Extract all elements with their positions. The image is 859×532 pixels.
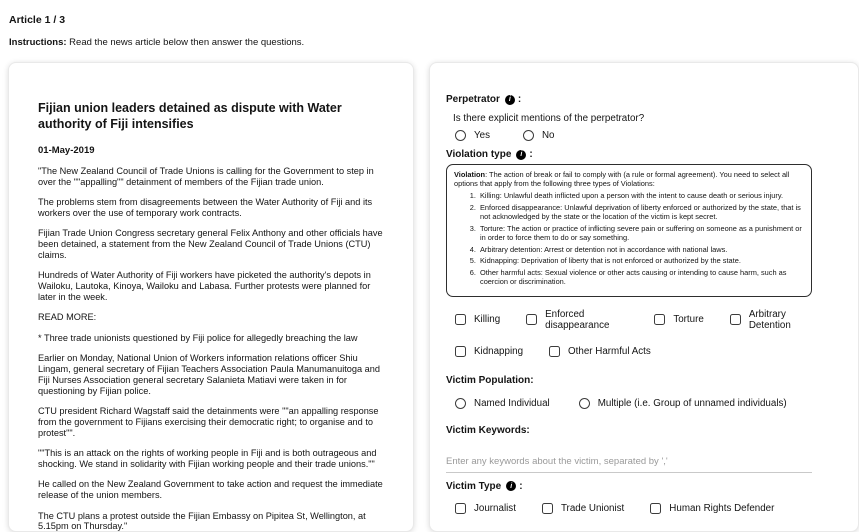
victim-type-heading	[446, 481, 812, 492]
heading-colon: :	[529, 149, 533, 160]
annotation-form-card	[429, 62, 859, 532]
checkbox-option-killing[interactable]	[455, 314, 500, 325]
article-body	[38, 166, 388, 532]
instructions-label: Instructions:	[9, 37, 67, 48]
violation-definition-item: 2. Enforced disappearance: Unlawful deprivation of liberty enforced or authorized by the state, that is not acknowledged by the state or the location of the victim is kept secret.	[478, 203, 802, 221]
violation-definition-item: 5. Kidnapping: Deprivation of liberty that is not enforced or authorized by the state.	[478, 256, 802, 265]
article-paragraph: The CTU plans a protest outside the Fijian Embassy on Pipitea St, Wellington, at 5.15pm on Thursday."	[38, 510, 366, 532]
option-label: Kidnapping	[474, 345, 524, 357]
option-label: Enforced disappearance	[545, 308, 610, 331]
victim-type-options	[455, 503, 812, 514]
option-label: Named Individual	[474, 397, 550, 409]
checkbox-option-other-harmful-acts[interactable]	[549, 346, 651, 357]
victim-population-options	[455, 398, 812, 409]
instructions	[9, 37, 830, 48]
radio-option-named-individual[interactable]	[455, 398, 550, 409]
article-date: 01-May-2019	[38, 145, 95, 157]
option-label: Trade Unionist	[560, 502, 625, 514]
checkbox-icon[interactable]	[549, 346, 560, 357]
article-paragraph: "The New Zealand Council of Trade Unions is calling for the Government to step in over the ""appalling"" detainment of members of the Fijian trade union.	[38, 165, 374, 187]
info-icon[interactable]: i	[505, 95, 515, 105]
violation-options-row-1	[455, 309, 812, 331]
option-label: Yes	[474, 130, 490, 141]
violation-definition-item: 4. Arbitrary detention: Arrest or detention not in accordance with national laws.	[478, 245, 802, 254]
option-label: Arbitrary Detention	[748, 308, 791, 331]
checkbox-option-torture[interactable]	[654, 314, 704, 325]
radio-option-no[interactable]	[523, 130, 555, 141]
checkbox-option-journalist[interactable]	[455, 503, 516, 514]
violation-definition-intro-text: : The action of break or fail to comply with (a rule or formal agreement). You need to select all options that apply from the following three types of Violations:	[454, 170, 790, 189]
violation-definition-box	[446, 164, 812, 297]
article-paragraph: He called on the New Zealand Government to take action and request the immediate release of the union members.	[38, 479, 383, 501]
violation-options-row-2	[455, 346, 812, 357]
checkbox-option-arbitrary-detention[interactable]	[730, 309, 812, 331]
option-label: Torture	[673, 314, 704, 326]
perpetrator-heading	[446, 94, 812, 105]
checkbox-option-human-rights-defender[interactable]	[650, 503, 774, 514]
article-paragraph: CTU president Richard Wagstaff said the detainments were ""an appalling response from the government to Fijians exercising their democratic right; to organise and to protest"".	[38, 406, 379, 438]
option-label: Multiple (i.e. Group of unnamed individuals)	[597, 397, 787, 409]
article-counter: Article 1 / 3	[9, 14, 66, 26]
article-card	[8, 62, 414, 532]
page-header	[0, 0, 830, 48]
article-title: Fijian union leaders detained as dispute with Water authority of Fiji intensifies	[38, 101, 342, 131]
checkbox-icon[interactable]	[526, 314, 537, 325]
violation-definition-term: Violation	[454, 170, 486, 179]
victim-keywords-heading: Victim Keywords:	[446, 424, 530, 436]
perpetrator-heading-label: Perpetrator	[446, 94, 500, 105]
article-paragraph: Hundreds of Water Authority of Fiji workers have picketed the authority's depots in Wailoku, Lautoka, Kinoya, Wailoku and Labasa. Further protests were planned for later in the week.	[38, 270, 371, 302]
article-paragraph: ""This is an attack on the rights of working people in Fiji and is both outrageous and shocking. We stand in solidarity with Fijian working people and their trade unions.""	[38, 448, 377, 469]
radio-icon[interactable]	[455, 398, 466, 409]
info-icon[interactable]: i	[506, 481, 516, 491]
perpetrator-options	[455, 130, 812, 141]
victim-population-heading: Victim Population:	[446, 374, 534, 386]
article-paragraph: Earlier on Monday, National Union of Workers information relations officer Shiu Lingam, general secretary of Fijian Teachers Association Paula Manumanuitoga and Fiji Nurses Association general secretary Salanieta Matiavi were taken in for questioning by Fijian police.	[38, 353, 381, 396]
violation-definition-list	[454, 191, 802, 286]
option-label: Human Rights Defender	[669, 502, 775, 514]
heading-colon: :	[517, 94, 522, 105]
article-paragraph: * Three trade unionists questioned by Fiji police for allegedly breaching the law	[38, 332, 358, 343]
violation-type-heading-label: Violation type	[446, 149, 512, 160]
option-label: Killing	[474, 314, 501, 326]
option-label: Other Harmful Acts	[568, 345, 651, 357]
heading-colon: :	[519, 480, 523, 492]
violation-type-heading	[446, 149, 812, 160]
violation-definition-item: 6. Other harmful acts: Sexual violence or other acts causing or intending to cause harm, such as coercion or discrimination.	[478, 268, 802, 286]
perpetrator-question: Is there explicit mentions of the perpetrator?	[453, 113, 645, 124]
violation-definition-intro	[454, 170, 802, 188]
checkbox-option-trade-unionist[interactable]	[542, 503, 624, 514]
instructions-text: Read the news article below then answer the questions.	[66, 37, 305, 48]
checkbox-option-enforced-disappearance[interactable]	[526, 309, 628, 331]
checkbox-icon[interactable]	[455, 346, 466, 357]
victim-type-heading-label: Victim Type	[446, 480, 502, 492]
radio-icon[interactable]	[579, 398, 590, 409]
article-paragraph: READ MORE:	[38, 312, 97, 323]
article-paragraph: The problems stem from disagreements between the Water Authority of Fiji and its workers over the use of temporary work contracts.	[38, 196, 373, 218]
checkbox-icon[interactable]	[455, 314, 466, 325]
article-paragraph: Fijian Trade Union Congress secretary general Felix Anthony and other officials have been detained, a statement from the New Zealand Council of Trade Unions (CTU) claims.	[38, 228, 383, 260]
violation-definition-item: 1. Killing: Unlawful death inflicted upon a person with the intent to cause death or serious injury.	[478, 191, 802, 200]
radio-icon[interactable]	[523, 130, 534, 141]
info-icon[interactable]: i	[516, 150, 526, 160]
checkbox-icon[interactable]	[730, 314, 741, 325]
checkbox-icon[interactable]	[455, 503, 466, 514]
radio-icon[interactable]	[455, 130, 466, 141]
checkbox-icon[interactable]	[654, 314, 665, 325]
radio-option-yes[interactable]	[455, 130, 490, 141]
option-label: No	[541, 130, 555, 141]
checkbox-icon[interactable]	[650, 503, 661, 514]
checkbox-icon[interactable]	[542, 503, 553, 514]
checkbox-option-kidnapping[interactable]	[455, 346, 523, 357]
radio-option-multiple-i-e-group-of-unnamed-individuals[interactable]	[579, 398, 787, 409]
option-label: Journalist	[474, 502, 516, 514]
violation-definition-item: 3. Torture: The action or practice of inflicting severe pain or suffering on someone as a punishment or in order to force them to do or say something.	[478, 224, 802, 242]
victim-keywords-input[interactable]	[446, 452, 812, 473]
